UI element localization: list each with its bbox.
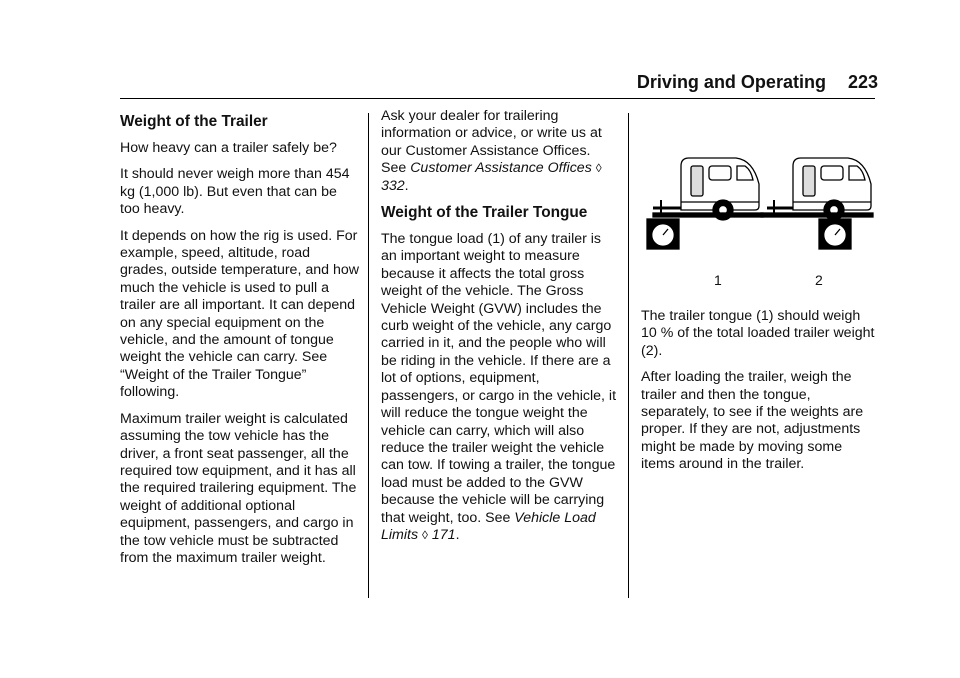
paragraph: The trailer tongue (1) should weigh 10 % of the total loaded trailer weight (2).	[641, 308, 875, 359]
reference-title[interactable]: Customer Assistance Offices	[410, 160, 592, 177]
column-3	[641, 108, 877, 483]
paragraph-end: .	[404, 177, 409, 194]
reference-page[interactable]: 332	[381, 177, 405, 194]
trailer-scene-2	[761, 158, 873, 249]
paragraph-text: Ask your dealer for trailering information or advice, or write us at our Customer Assistance Offices. See	[381, 108, 602, 177]
reference-page[interactable]: 171	[431, 526, 456, 543]
trailer-diagram	[641, 114, 877, 304]
page-header	[637, 72, 878, 93]
paragraph: It should never weigh more than 454 kg (1,000 lb). But even that can be too heavy.	[120, 166, 350, 218]
paragraph-text: The tongue load (1) of any trailer is an important weight to measure because it affects the total gross weight of the vehicle. The Gross Vehicle Weight (GVW) includes the curb weight of the vehicle, any cargo carried in it, and the people who will be riding in the vehicle. If there are a lot of options, equipment, passengers, or cargo in the vehicle, it will reduce the tongue weight the vehicle can carry, which will also reduce the trailer weight the vehicle can tow. If towing a trailer, the tongue load must be added to the GVW because the vehicle will be carrying that weight, too. See	[381, 231, 617, 526]
section-heading-trailer-weight: Weight of the Trailer	[120, 113, 268, 130]
figure-label-1: 1	[714, 272, 722, 288]
column-divider	[368, 113, 369, 598]
paragraph	[381, 108, 616, 195]
reference-title[interactable]: Vehicle Load Limits	[381, 509, 596, 543]
figure-label-2: 2	[815, 272, 823, 288]
page-number: 223	[847, 72, 878, 92]
paragraph	[381, 231, 616, 544]
page-ref-icon: ◊	[422, 527, 428, 542]
cross-reference-link[interactable]	[381, 160, 602, 193]
paragraph: It depends on how the rig is used. For example, speed, altitude, road grades, outside temperature, and how much the vehicle is used to pull a trailer are all important. It can depend on any special equipment on the vehicle, and the amount of tongue weight the vehicle can carry. See “Weight of the Trailer Tongue” following.	[120, 227, 359, 401]
page-ref-icon: ◊	[595, 161, 602, 176]
column-2	[381, 108, 616, 553]
paragraph-end: .	[455, 526, 460, 543]
paragraph: After loading the trailer, weigh the trailer and then the tongue, separately, to see if the weights are proper. If they are not, adjustments might be made by moving some items around in the trailer.	[641, 369, 864, 473]
trailer-scene-1	[647, 158, 763, 249]
paragraph: Maximum trailer weight is calculated assuming the tow vehicle has the driver, a front seat passenger, all the required tow equipment, and it has all the required trailering equipment. The weight of additional optional equipment, passengers, and cargo in the tow vehicle must be subtracted from the maximum trailer weight.	[120, 410, 357, 566]
paragraph: How heavy can a trailer safely be?	[120, 140, 337, 156]
header-rule	[120, 98, 875, 99]
column-divider	[628, 113, 629, 598]
column-1	[120, 108, 360, 576]
section-heading-tongue-weight: Weight of the Trailer Tongue	[381, 204, 588, 222]
section-title: Driving and Operating	[636, 72, 826, 92]
trailer-weighing-illustration	[641, 114, 877, 304]
